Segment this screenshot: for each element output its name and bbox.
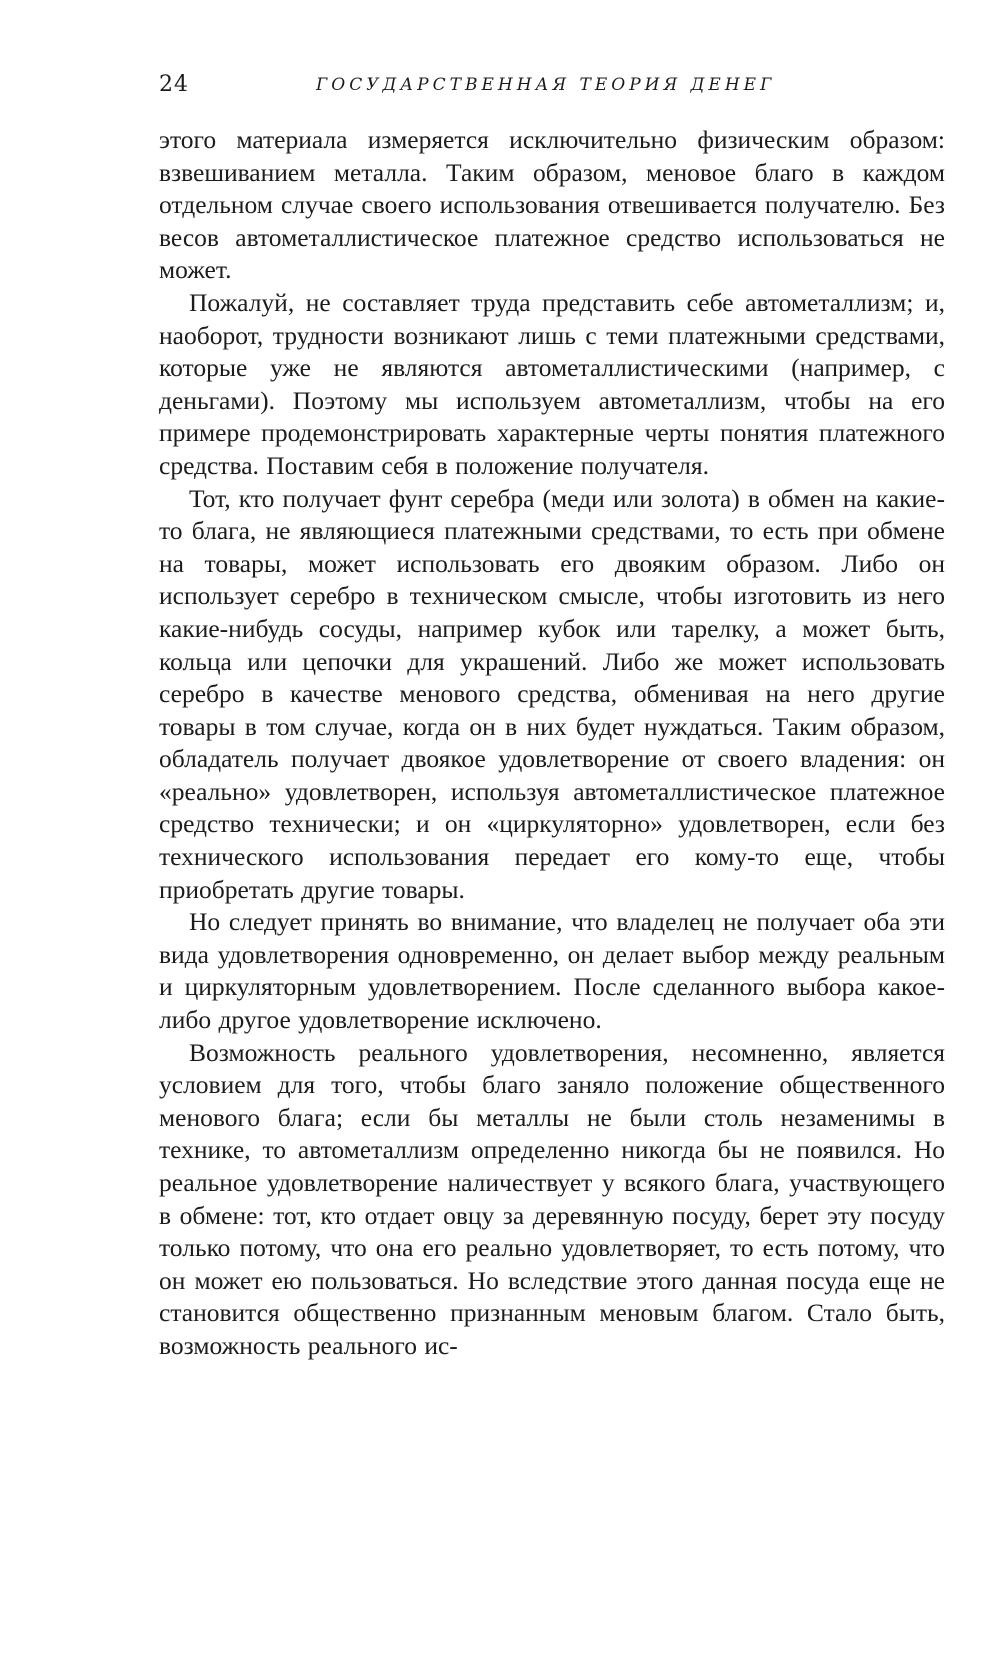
paragraph: Возможность реального удовлетворения, несомненно, является условием для того, чтобы благо заняло положение общественного менового блага; если бы металлы не были столь незаменимы в технике, то автометаллизм определенно никогда бы не появился. Но реальное удовлетворение наличествует у всякого блага, участвующего в обмене: тот, кто отдает овцу за деревянную посуду, берет эту посуду только потому, что она его реально удовлетворяет, то есть потому, что он может ею пользоваться. Но вследствие этого данная посуда еще не становится общественно признанным меновым благом. Стало быть, возможность реального ис- <box>159 1037 945 1360</box>
body-text <box>159 124 945 1363</box>
paragraph: Но следует принять во внимание, что владелец не получает оба эти вида удовлетворения одновременно, он делает выбор между реальным и циркуляторным удовлетворением. После сделанного выбора какое-либо другое удовлетворение исключено. <box>159 907 945 1035</box>
page-number: 24 <box>159 72 189 97</box>
paragraph: Пожалуй, не составляет труда представить себе автометаллизм; и, наоборот, трудности возникают лишь с теми платежными средствами, которые уже не являются автометаллистическими (например, с деньгами). Поэтому мы используем автометаллизм, чтобы на его примере продемонстрировать характерные черты понятия платежного средства. Поставим себя в положение получателя. <box>159 287 945 480</box>
running-header <box>159 72 949 102</box>
paragraph-continued: этого материала измеряется исключительно физическим образом: взвешиванием металла. Таким образом, меновое благо в каждом отдельном случае своего использования отвешивается получателю. Без весов автометаллистическое платежное средство использоваться не может. <box>159 125 945 285</box>
paragraph: Тот, кто получает фунт серебра (меди или золота) в обмен на какие-то блага, не являющиеся платежными средствами, то есть при обмене на товары, может использовать его двояким образом. Либо он использует серебро в техническом смысле, чтобы изготовить из него какие-нибудь сосуды, например кубок или тарелку, а может быть, кольца или цепочки для украшений. Либо же может использовать серебро в качестве менового средства, обменивая на него другие товары в том случае, когда он в них будет нуждаться. Таким образом, обладатель получает двоякое удовлетворение от своего владения: он «реально» удовлетворен, используя автометаллистическое платежное средство технически; и он «циркуляторно» удовлетворен, если без технического использования передает его кому-то еще, чтобы приобретать другие товары. <box>159 483 945 904</box>
running-title: ГОСУДАРСТВЕННАЯ ТЕОРИЯ ДЕНЕГ <box>316 75 776 95</box>
